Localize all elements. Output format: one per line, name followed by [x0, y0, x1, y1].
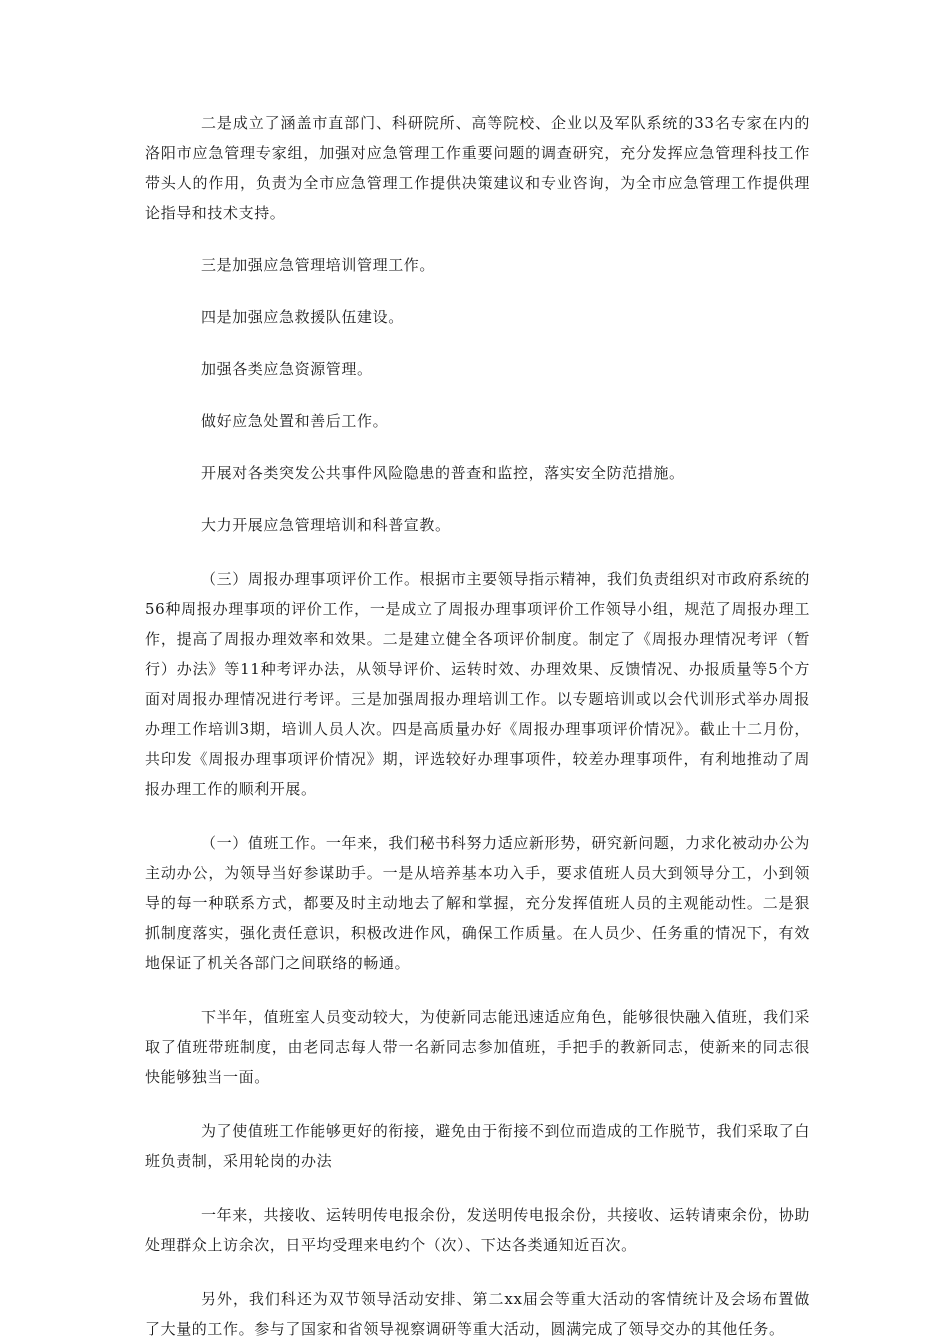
paragraph-other-tasks: 另外，我们科还为双节领导活动安排、第二xx届会等重大活动的客情统计及会场布置做了大量的工作。参与了国家和省领导视察调研等重大活动，圆满完成了领导交办的其他任务。	[145, 1290, 810, 1338]
paragraph-weekly-report-evaluation: （三）周报办理事项评价工作。根据市主要领导指示精神，我们负责组织对市政府系统的56种周报办理事项的评价工作，一是成立了周报办理事项评价工作领导小组，规范了周报办理工作，提高了周报办理效率和效果。二是建立健全各项评价制度。制定了《周报办理情况考评（暂行）办法》等11种考评办法，从领导评价、运转时效、办理效果、反馈情况、办报质量等5个方面对周报办理情况进行考评。三是加强周报办理培训工作。以专题培训或以会代训形式举办周报办理工作培训3期，培训人员人次。四是高质量办好《周报办理事项评价情况》。截止十二月份，共印发《周报办理事项评价情况》期，评选较好办理事项件，较差办理事项件，有利地推动了周报办理工作的顺利开展。	[145, 570, 810, 798]
paragraph-training: 三是加强应急管理培训管理工作。	[201, 256, 436, 274]
paragraph-risk-survey: 开展对各类突发公共事件风险隐患的普查和监控，落实安全防范措施。	[201, 464, 685, 482]
paragraph-rescue-team: 四是加强应急救援队伍建设。	[201, 308, 404, 326]
paragraph-shift-connection: 为了使值班工作能够更好的衔接，避免由于衔接不到位而造成的工作脱节，我们采取了白班负责制，采用轮岗的办法	[145, 1122, 810, 1170]
paragraph-disposal: 做好应急处置和善后工作。	[201, 412, 389, 430]
document-body	[145, 108, 810, 1344]
paragraph-expert-group: 二是成立了涵盖市直部门、科研院所、高等院校、企业以及军队系统的33名专家在内的洛阳市应急管理专家组，加强对应急管理工作重要问题的调查研究，充分发挥应急管理科技工作带头人的作用，负责为全市应急管理工作提供决策建议和专业咨询，为全市应急管理工作提供理论指导和技术支持。	[145, 114, 810, 222]
paragraph-resources: 加强各类应急资源管理。	[201, 360, 373, 378]
paragraph-duty-work: （一）值班工作。一年来，我们秘书科努力适应新形势，研究新问题，力求化被动办公为主动办公，为领导当好参谋助手。一是从培养基本功入手，要求值班人员大到领导分工，小到领导的每一种联系方式，都要及时主动地去了解和掌握，充分发挥值班人员的主观能动性。二是狠抓制度落实，强化责任意识，积极改进作风，确保工作质量。在人员少、任务重的情况下，有效地保证了机关各部门之间联络的畅通。	[145, 834, 810, 972]
paragraph-second-half: 下半年，值班室人员变动较大，为使新同志能迅速适应角色，能够很快融入值班，我们采取了值班带班制度，由老同志每人带一名新同志参加值班，手把手的教新同志，使新来的同志很快能够独当一面。	[145, 1008, 810, 1086]
paragraph-telegram-stats: 一年来，共接收、运转明传电报余份，发送明传电报余份，共接收、运转请柬余份，协助处理群众上访余次，日平均受理来电约个（次）、下达各类通知近百次。	[145, 1206, 810, 1254]
paragraph-science-education: 大力开展应急管理培训和科普宣教。	[201, 516, 451, 534]
